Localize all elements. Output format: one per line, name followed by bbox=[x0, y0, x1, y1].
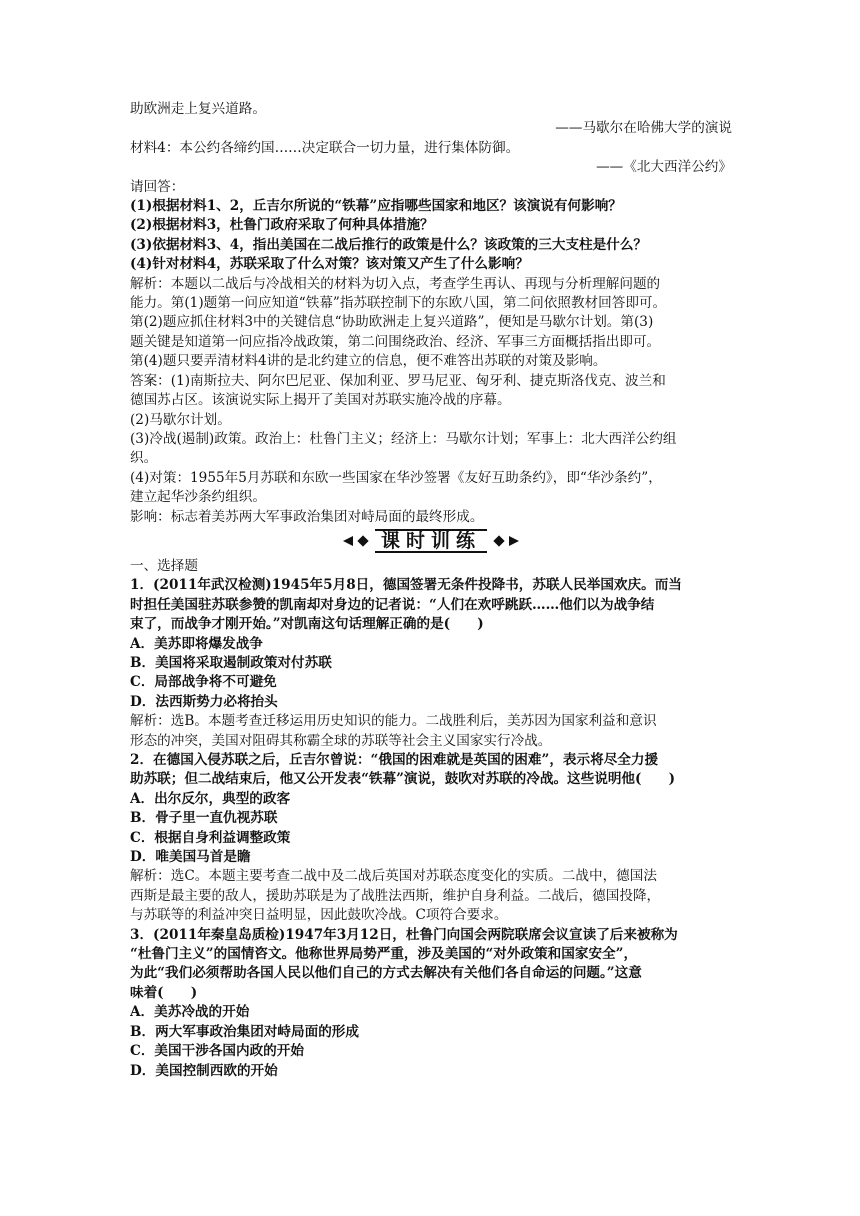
text-line: 3．(2011年秦皇岛质检)1947年3月12日，杜鲁门向国会两院联席会议宣读了后来被称为 bbox=[130, 926, 678, 943]
text-line: 解析：选B。本题考查迁移运用历史知识的能力。二战胜利后，美苏因为国家利益和意识 bbox=[130, 713, 657, 730]
section-banner bbox=[130, 529, 732, 553]
text-line: D．法西斯势力必将抬头 bbox=[130, 693, 278, 710]
text-line: 题关键是知道第一问应指冷战政策，第二问围绕政治、经济、军事三方面概括指出即可。 bbox=[130, 333, 661, 350]
text-line: (3)冷战(遏制)政策。政治上：杜鲁门主义；经济上：马歇尔计划；军事上：北大西洋公约组 bbox=[130, 430, 677, 447]
text-line: (4)对策：1955年5月苏联和东欧一些国家在华沙签署《友好互助条约》，即“华沙条约”， bbox=[130, 469, 662, 486]
text-line: C．局部战争将不可避免 bbox=[130, 674, 277, 691]
text-line: 第(4)题只要弄清材料4讲的是北约建立的信息，便不难答出苏联的对策及影响。 bbox=[130, 353, 607, 370]
text-line: (2)根据材料3，杜鲁门政府采取了何种具体措施？ bbox=[130, 217, 434, 234]
text-line: ——马歇尔在哈佛大学的演说 bbox=[555, 120, 732, 137]
text-line: (3)依据材料3、4，指出美国在二战后推行的政策是什么？该政策的三大支柱是什么？ bbox=[130, 236, 648, 253]
text-line: C．美国干涉各国内政的开始 bbox=[130, 1043, 304, 1060]
text-line: B．骨子里一直仇视苏联 bbox=[130, 810, 278, 827]
right-arrow-icon bbox=[509, 536, 519, 546]
text-line: 请回答： bbox=[130, 178, 185, 195]
text-line: 味着( ) bbox=[130, 984, 198, 1001]
text-line: B．两大军事政治集团对峙局面的形成 bbox=[130, 1023, 359, 1040]
text-line: A．美苏冷战的开始 bbox=[130, 1004, 250, 1021]
text-line: ——《北大西洋公约》 bbox=[596, 159, 732, 176]
text-line: 2．在德国入侵苏联之后，丘吉尔曾说：“俄国的困难就是英国的困难”，表示将尽全力援 bbox=[130, 752, 659, 768]
text-line: 影响：标志着美苏两大军事政治集团对峙局面的最终形成。 bbox=[130, 508, 484, 525]
text-line: 第(2)题应抓住材料3中的关键信息“协助欧洲走上复兴道路”，便知是马歇尔计划。第(3) bbox=[130, 314, 654, 331]
document-page bbox=[130, 100, 732, 1081]
text-line: A．出尔反尔，典型的政客 bbox=[130, 790, 291, 807]
text-line: (1)根据材料1、2，丘吉尔所说的“铁幕”应指哪些国家和地区？该演说有何影响？ bbox=[130, 198, 622, 215]
text-line: 能力。第(1)题第一问应知道“铁幕”指苏联控制下的东欧八国，第二问依照教材回答即可。 bbox=[130, 295, 667, 312]
banner-title: 课时训练 bbox=[375, 529, 487, 553]
text-line: 材料4：本公约各缔约国……决定联合一切力量，进行集体防御。 bbox=[130, 139, 520, 156]
text-line: 西斯是最主要的敌人，援助苏联是为了战胜法西斯，维护自身利益。二战后，德国投降， bbox=[130, 887, 661, 904]
text-line: 1．(2011年武汉检测)1945年5月8日，德国签署无条件投降书，苏联人民举国欢庆。而当 bbox=[130, 577, 682, 594]
text-line: 形态的冲突，美国对阻碍其称霸全球的苏联等社会主义国家实行冷战。 bbox=[130, 732, 552, 749]
text-line: 答案：(1)南斯拉夫、阿尔巴尼亚、保加利亚、罗马尼亚、匈牙利、捷克斯洛伐克、波兰和 bbox=[130, 372, 666, 389]
text-line: 束了，而战争才刚开始。”对凯南这句话理解正确的是( ) bbox=[130, 616, 484, 633]
text-line: D．唯美国马首是瞻 bbox=[130, 849, 251, 866]
diamond-icon bbox=[357, 535, 368, 546]
text-line: B．美国将采取遏制政策对付苏联 bbox=[130, 654, 332, 671]
material-section bbox=[130, 100, 732, 527]
text-line: 织。 bbox=[130, 450, 158, 467]
text-line: 助欧洲走上复兴道路。 bbox=[130, 101, 266, 117]
text-line: D．美国控制西欧的开始 bbox=[130, 1062, 278, 1079]
text-line: (2)马歇尔计划。 bbox=[130, 411, 231, 428]
text-line: 一、选择题 bbox=[130, 557, 198, 574]
left-arrow-icon bbox=[343, 536, 353, 546]
diamond-icon bbox=[493, 535, 504, 546]
text-line: 时担任美国驻苏联参赞的凯南却对身边的记者说：“人们在欢呼跳跃……他们以为战争结 bbox=[130, 596, 655, 613]
text-line: 解析：选C。本题主要考查二战中及二战后英国对苏联态度变化的实质。二战中，德国法 bbox=[130, 868, 657, 885]
text-line: 助苏联；但二战结束后，他又公开发表“铁幕”演说，鼓吹对苏联的冷战。这些说明他( ) bbox=[130, 771, 676, 788]
text-line: 德国苏占区。该演说实际上揭开了美国对苏联实施冷战的序幕。 bbox=[130, 392, 511, 409]
text-line: A．美苏即将爆发战争 bbox=[130, 635, 263, 652]
text-line: (4)针对材料4，苏联采取了什么对策？该对策又产生了什么影响？ bbox=[130, 256, 529, 273]
text-line: “杜鲁门主义”的国情咨文。他称世界局势严重，涉及美国的“对外政策和国家安全”， bbox=[130, 946, 638, 963]
text-line: 解析：本题以二战后与冷战相关的材料为切入点，考查学生再认、再现与分析理解问题的 bbox=[130, 275, 661, 292]
text-line: 为此“我们必须帮助各国人民以他们自己的方式去解决有关他们各自命运的问题。”这意 bbox=[130, 965, 642, 982]
text-line: 建立起华沙条约组织。 bbox=[130, 489, 266, 506]
text-line: C．根据自身利益调整政策 bbox=[130, 829, 291, 846]
text-line: 与苏联等的利益冲突日益明显，因此鼓吹冷战。C项符合要求。 bbox=[130, 907, 508, 924]
exercise-section bbox=[130, 557, 732, 1081]
